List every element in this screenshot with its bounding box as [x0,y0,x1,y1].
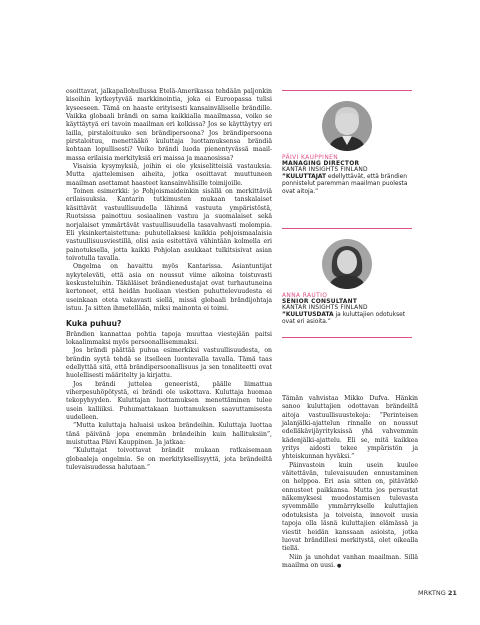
portrait-1-icon [322,101,372,151]
end-mark-icon: ● [337,562,342,569]
person-name: ANNA RAUTIO [282,293,328,299]
pull-quote [282,174,412,196]
magazine-name: MRKTNG [418,589,446,597]
portrait-photo-2 [322,239,372,289]
section-heading: Kuka puhuu? [66,319,122,329]
paragraph: Ongelma on havaittu myös Kantarissa. Asiantuntijat nykyteleväti, että asia on noussut viime aikoina toistuvasti keskusteluihin. Täkäläiset brändienedustajat ovat turhautuneina kertoneet, että heidän huoliaan viestien puhuttelevuudesta ei useinkaan oteta vakavasti siellä, missä globaali brändijohtaja istuu. Ja sitten ihmetellään, miksi mainonta ei toimi. [66,263,272,312]
portrait-2-icon [322,239,372,289]
page-number: 21 [447,589,457,597]
closing-text: Niin ja unohdat vanhan maailman. Sillä maailma on uusi. [282,553,418,569]
paragraph: Visaisia kysymyksiä, joihin ei ole yksiselitteisiä vastauksia. Mutta ajattelemisen aiheita, jotka osoittavat muuttuneen maailman asettamat haasteet kansainvälisille toimijoille. [66,163,272,187]
paragraph: Brändien kannattaa pohtia tapoja muuttaa viestejään paitsi lokaalimmaksi myös persoonallisemmaksi. [66,330,272,346]
quote-lead: ”KULUTTAJAT [282,174,327,180]
person-title: MANAGING DIRECTOR [282,161,360,167]
divider [282,337,412,338]
portrait-photo-1 [322,101,372,151]
divider [282,90,412,91]
section1-body [66,88,272,313]
paragraph [282,554,418,571]
paragraph: Päinvastoin kuin usein kuulee väitettävän, tulevaisuuden ennustaminen on helppoa. Eri asia sitten on, pitävätkö ennusteet paikkansa. Mutta jos persustat näkemyksesi muodostamisen tulevasta syvemmälle ymmärrykselle kuluttajien odotuksista ja toiveista, innovoit uusia tapoja olla läsnä kuluttajien elämässä ja viestit heidän kanssaan asioista, jotka luovat brändillesi merkitystä, olet oikealla tiellä. [282,461,418,553]
paragraph: Jos brändi jutteleа geneeristä, päälle liimattua viherpesuhöpötystä, ei brändi ole uskottava. Kuluttaja huomaa tekopyhyyden. Kuluttajan luottamuksen menettäminen tulee usein kalliiksi. Puhumattakaan luottamuksen saavuttamisesta uudelleen. [66,380,272,422]
quote-lead: ”KULUTUSDATA [282,312,334,318]
paragraph: Tämän vahvistaa Mikko Dufva. Hänkin sanoo kuluttajien odottavan brändeiltä aitoja vastuullisuustekoja: ”Perinteisen jalanjälki-ajattelun rinnalle on noussut edelläkävijäyrityksissä yhä vahvemmin kädenjälki-ajattelu. Eli se, mitä kaikkea yritys aidosti tekee ympäristön ja yhteiskunnan hyväksi.” [282,395,418,461]
divider [282,228,412,229]
quote-text: edellyttävät, että brändien ponnistelut paremman maailman puolesta ovat aitoja.” [282,174,408,195]
quote-text: ja kuluttajien odotukset ovat eri asioita.” [282,312,406,326]
paragraph: Toinen esimerkki: jo Pohjoismaideinkin sisällä on merkittäviä erilaisuuksia. Kantarin tutkimusten mukaan tanskalaiset käsittävät vastuullisuudella lähinnä vastuuta ympäristöstä, Ruotsissa painottuu sosiaalinen vastuu ja suomalaiset sekä norjalaiset ymmärtävät vastuullisuudella tasavahvasti molempia. Eli yksinkertaistettuna: puhutellaksesi kaikkia pohjoismaalaisia vastuullisuusviestillä, olisi asia esitettävä vähintään kolmella eri painotuksella, jotta kaikki Pohjolan asukkaat tulkitsisivat asian toivotulla tavalla. [66,188,272,262]
paragraph: Jos brändi päättää puhua esimerkiksi vastuullisuudesta, on brändin syytä tehdä se itselleen luontevalla tavalla. Tämä taas edellyttää sitä, että brändipersoonallisuus ja sen tonaliteetti ovat huolellisesti määritelty ja kirjattu. [66,347,272,380]
paragraph: ”Kuluttajat toivottavat brändit mukaan ratkaisemaan globaaleja ongelmia. Se on merkityksellisyyttä, jota brändeiltä tulevaisuudessa halutaan.” [66,447,272,472]
section2-body [66,331,272,473]
person-organization: KANTAR INSIGHTS FINLAND [282,305,368,311]
person-organization: KANTAR INSIGHTS FINLAND [282,167,368,173]
profile-card-1 [282,90,412,196]
person-name: PÄIVI KAUPPINEN [282,155,339,161]
pull-quote [282,312,412,327]
paragraph: osoittavat, jalkapallohullussa Etelä-Amerikassa tehdään paljonkin kisoihin kytkeytyvää markkinointia, joka ei Euroopassa tulisi kyseeseen. Tämä on haaste erityisesti kansainväliselle brändille. Vaikka globaali brändi on sama kaikkialla maailmassa, voiko se käyttäytyä eri tavoin maailman eri kolkissa? Jos se käyttäytyy eri lailla, pirstaloituuko sen brändipersoona? Jos brändipersoona pirstaloituu, menettääkö kuluttaja luottamuksensa brändiä kohtaan lopullisesti? Voiko brändi luoda pienentyvässä maailmassa erilaisia merkityksiä eri maissa ja maanosissa? [66,88,272,162]
right-column [282,395,418,570]
profile-card-2 [282,228,412,338]
person-title: SENIOR CONSULTANT [282,299,358,305]
paragraph: ”Mutta kuluttaja haluaisi uskoa brändeihin. Kuluttaja luottaa tänä päivänä jopa enemmän brändeihin kuin hallituksiin”, muistuttaa Päivi Kauppinen. Ja jatkaa: [66,422,272,447]
left-column [66,88,272,472]
page-footer [418,589,457,597]
